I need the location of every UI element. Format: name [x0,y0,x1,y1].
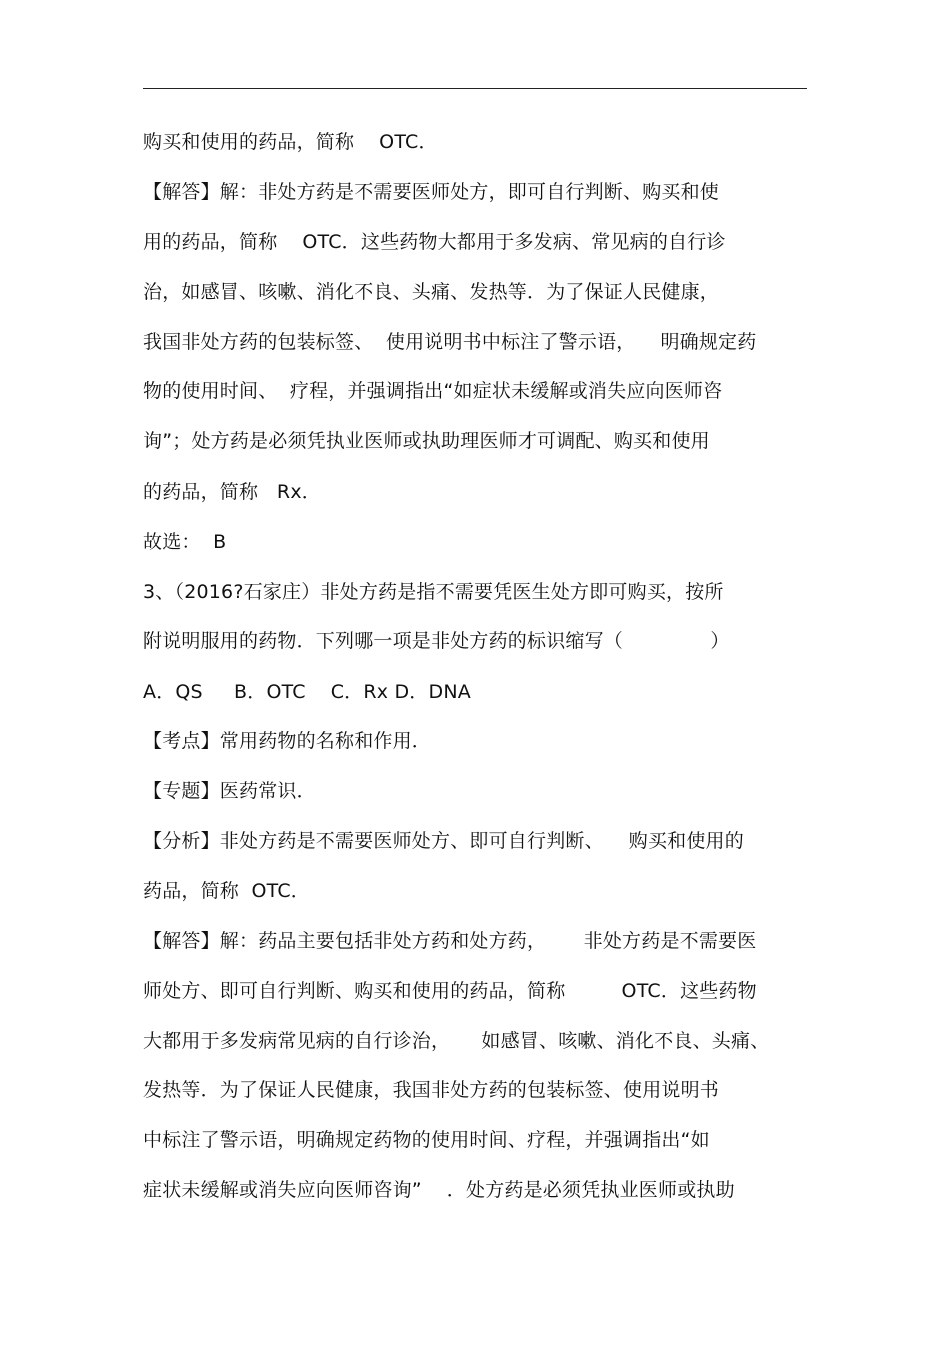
text-line: 【解答】解：药品主要包括非处方药和处方药， 非处方药是不需要医 [143,930,757,952]
text-line: 药品，简称 OTC． [143,880,310,902]
text-line: 购买和使用的药品，简称 OTC． [143,131,438,153]
text-line: 用的药品，简称 OTC．这些药物大都用于多发病、常见病的自行诊 [143,231,726,253]
text-line: 物的使用时间、 疗程，并强调指出“如症状未缓解或消失应向医师咨 [143,380,723,402]
header-rule [143,88,807,89]
text-line: 治，如感冒、咳嗽、消化不良、头痛、发热等．为了保证人民健康， [143,281,720,303]
question-line: 3、（2016?石家庄）非处方药是指不需要凭医生处方即可购买，按所 [143,581,724,603]
text-line: 症状未缓解或消失应向医师咨询” ．处方药是必须凭执业医师或执助 [143,1179,735,1201]
text-line: 【解答】解：非处方药是不需要医师处方，即可自行判断、购买和使 [143,181,720,203]
text-line: 我国非处方药的包装标签、 使用说明书中标注了警示语， 明确规定药 [143,331,757,353]
text-line: 师处方、即可自行判断、购买和使用的药品，简称 OTC．这些药物 [143,980,757,1002]
text-line: 大都用于多发病常见病的自行诊治， 如感冒、咳嗽、消化不良、头痛、 [143,1030,770,1052]
text-line: 的药品，简称 Rx． [143,481,321,503]
text-line: 【专题】医药常识． [143,780,316,802]
question-line: 附说明服用的药物．下列哪一项是非处方药的标识缩写（ ） [143,630,730,652]
text-line: 中标注了警示语，明确规定药物的使用时间、疗程，并强调指出“如 [143,1129,710,1151]
answer-options: A．QS B．OTC C．Rx D．DNA [143,681,471,703]
text-line: 询”；处方药是必须凭执业医师或执助理医师才可调配、购买和使用 [143,430,710,452]
text-line: 发热等．为了保证人民健康，我国非处方药的包装标签、使用说明书 [143,1079,720,1101]
text-line: 故选： B [143,531,227,553]
text-line: 【考点】常用药物的名称和作用． [143,730,432,752]
text-line: 【分析】非处方药是不需要医师处方、即可自行判断、 购买和使用的 [143,830,744,852]
